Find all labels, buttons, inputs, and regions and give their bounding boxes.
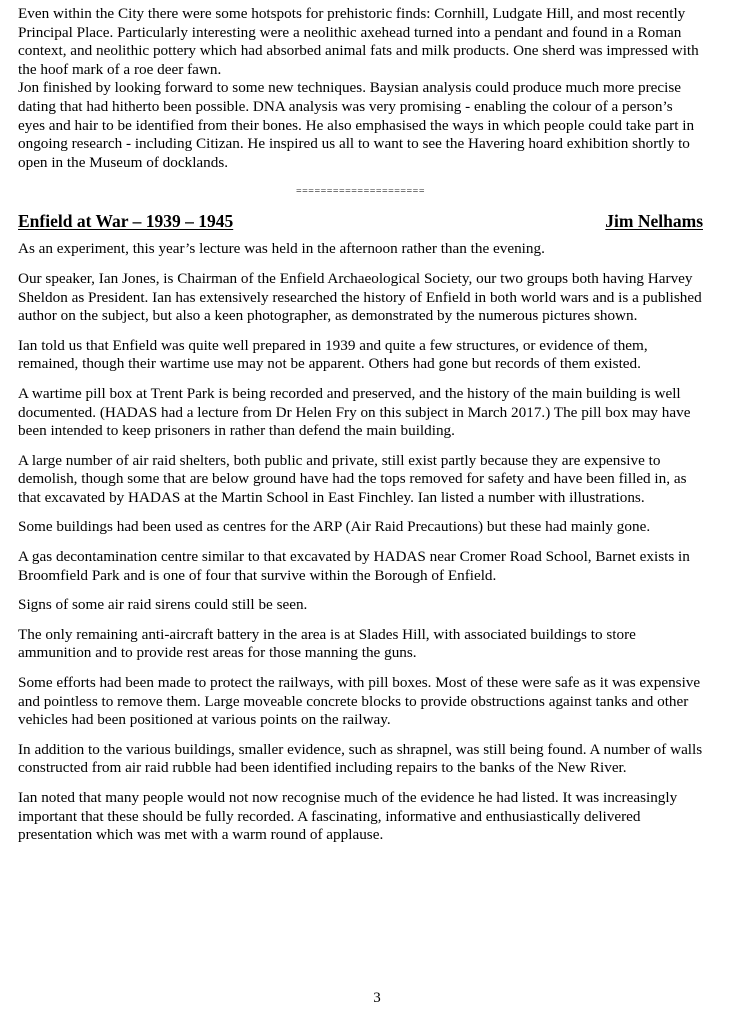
article-header [18, 211, 703, 232]
newsletter-page [18, 5, 703, 856]
previous-article-ending [18, 5, 703, 172]
article-paragraph: Our speaker, Ian Jones, is Chairman of the Enfield Archaeological Society, our two groups both having Harvey Sheldon as President. Ian has extensively researched the history of Enfield in both world wars and is a published author on the subject, but also a keen photographer, as demonstrated by the numerous pictures shown. [18, 269, 702, 325]
intro-paragraph: Even within the City there were some hotspots for prehistoric finds: Cornhill, Ludgate Hill, and most recently Principal Place. Particularly interesting were a neolithic axehead turned into a pendant and found in a Roman context, and neolithic pottery which had absorbed animal fats and milk products. One sherd was impressed with the hoof mark of a roe deer fawn. [18, 5, 699, 78]
article-paragraph: Ian noted that many people would not now recognise much of the evidence he had listed. It was increasingly important that these should be fully recorded. A fascinating, informative and enthusiastically delivered presentation which was met with a warm round of applause. [18, 789, 678, 844]
article-paragraph: The only remaining anti-aircraft battery in the area is at Slades Hill, with associated buildings to store ammunition and to provide rest areas for those manning the guns. [18, 625, 636, 662]
article-paragraph: Ian told us that Enfield was quite well prepared in 1939 and quite a few structures, or evidence of them, remained, though their wartime use may not be apparent. Others had gone but records of them existed. [18, 336, 648, 373]
article-paragraph: Signs of some air raid sirens could still be seen. [18, 596, 308, 614]
article-body [18, 240, 703, 844]
article-paragraph: As an experiment, this year’s lecture was held in the afternoon rather than the evening. [18, 240, 545, 258]
article-author: Jim Nelhams [605, 211, 703, 232]
page-number: 3 [373, 990, 381, 1006]
article-paragraph: A gas decontamination centre similar to that excavated by HADAS near Cromer Road School, Barnet exists in Broomfield Park and is one of four that survive within the Borough of Enfield. [18, 548, 690, 584]
intro-paragraph: Jon finished by looking forward to some new techniques. Baysian analysis could produce much more precise dating that had hitherto been possible. DNA analysis was very promising - enabling the colour of a person’s eyes and hair to be identified from their bones. He also emphasised the ways in which people could take part in ongoing research - including Citizan. He inspired us all to want to see the Havering hoard exhibition shortly to open in the Museum of docklands. [18, 79, 695, 171]
article-paragraph: A wartime pill box at Trent Park is being recorded and preserved, and the history of the main building is well documented. (HADAS had a lecture from Dr Helen Fry on this subject in March 2017.) The pill box may have been intended to keep prisoners in rather than defend the main building. [18, 384, 691, 440]
article-paragraph: Some efforts had been made to protect the railways, with pill boxes. Most of these were safe as it was expensive and pointless to remove them. Large moveable concrete blocks to provide obstructions against tanks and other vehicles had been positioned at various points on the railway. [18, 674, 701, 729]
section-divider: ===================== [296, 186, 425, 198]
article-paragraph: Some buildings had been used as centres for the ARP (Air Raid Precautions) but these had mainly gone. [18, 518, 651, 536]
article-title: Enfield at War – 1939 – 1945 [18, 211, 234, 232]
article-paragraph: In addition to the various buildings, smaller evidence, such as shrapnel, was still being found. A number of walls constructed from air raid rubble had been identified including repairs to the banks of the New River. [18, 740, 703, 777]
article-paragraph: A large number of air raid shelters, both public and private, still exist partly because they are expensive to demolish, though some that are below ground have had the tops removed for safety and have been filled in, as that excavated by HADAS at the Martin School in East Finchley. Ian listed a number with illustrations. [18, 451, 687, 506]
